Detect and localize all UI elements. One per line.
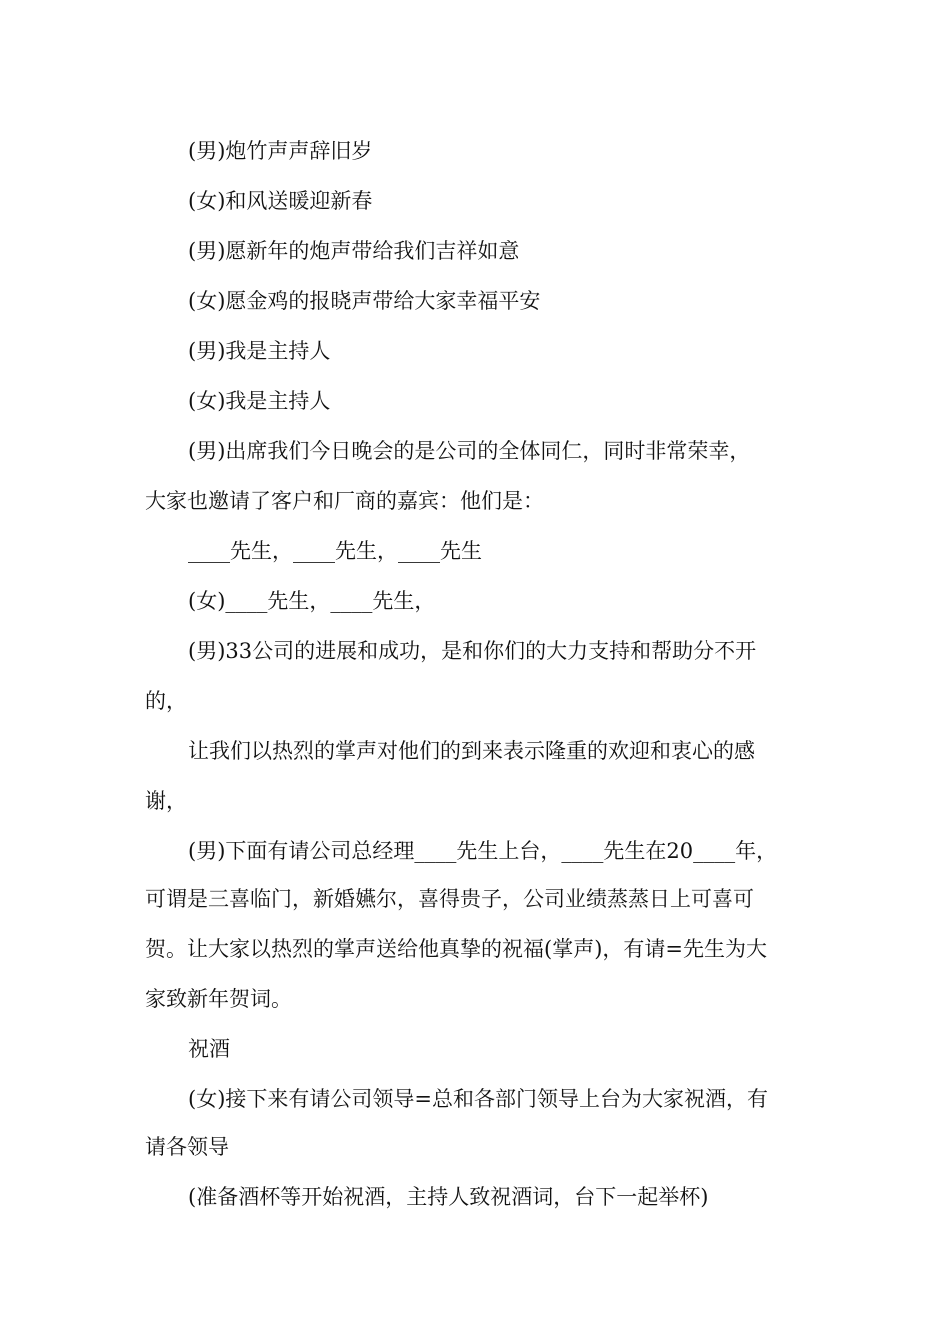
text-line: 贺。让大家以热烈的掌声送给他真挚的祝福(掌声)，有请=先生为大 bbox=[145, 937, 767, 961]
text-line: 的， bbox=[145, 689, 187, 713]
text-line: (女)____先生，____先生， bbox=[188, 589, 436, 613]
text-line: 大家也邀请了客户和厂商的嘉宾：他们是： bbox=[145, 489, 544, 513]
text-line: (男)33公司的进展和成功，是和你们的大力支持和帮助分不开 bbox=[188, 639, 757, 663]
text-line: (女)和风送暖迎新春 bbox=[188, 189, 373, 213]
text-line: (男)下面有请公司总经理____先生上台，____先生在20____年， bbox=[188, 839, 778, 863]
text-line: ____先生，____先生，____先生 bbox=[188, 539, 482, 563]
text-line: (男)出席我们今日晚会的是公司的全体同仁，同时非常荣幸， bbox=[188, 439, 751, 463]
text-line: 家致新年贺词。 bbox=[145, 987, 292, 1011]
text-line: 祝酒 bbox=[188, 1037, 230, 1061]
text-line: 可谓是三喜临门，新婚嬿尔，喜得贵子，公司业绩蒸蒸日上可喜可 bbox=[145, 887, 754, 911]
text-line: (女)接下来有请公司领导=总和各部门领导上台为大家祝酒，有 bbox=[188, 1087, 768, 1111]
text-line: (男)炮竹声声辞旧岁 bbox=[188, 139, 373, 163]
text-line: 让我们以热烈的掌声对他们的到来表示隆重的欢迎和衷心的感 bbox=[188, 739, 755, 763]
text-line: 请各领导 bbox=[145, 1135, 229, 1159]
text-line: 谢， bbox=[145, 789, 187, 813]
text-line: (女)愿金鸡的报晓声带给大家幸福平安 bbox=[188, 289, 541, 313]
text-line: (准备酒杯等开始祝酒，主持人致祝酒词，台下一起举杯) bbox=[188, 1185, 709, 1209]
text-line: (男)我是主持人 bbox=[188, 339, 331, 363]
text-line: (男)愿新年的炮声带给我们吉祥如意 bbox=[188, 239, 520, 263]
text-line: (女)我是主持人 bbox=[188, 389, 331, 413]
